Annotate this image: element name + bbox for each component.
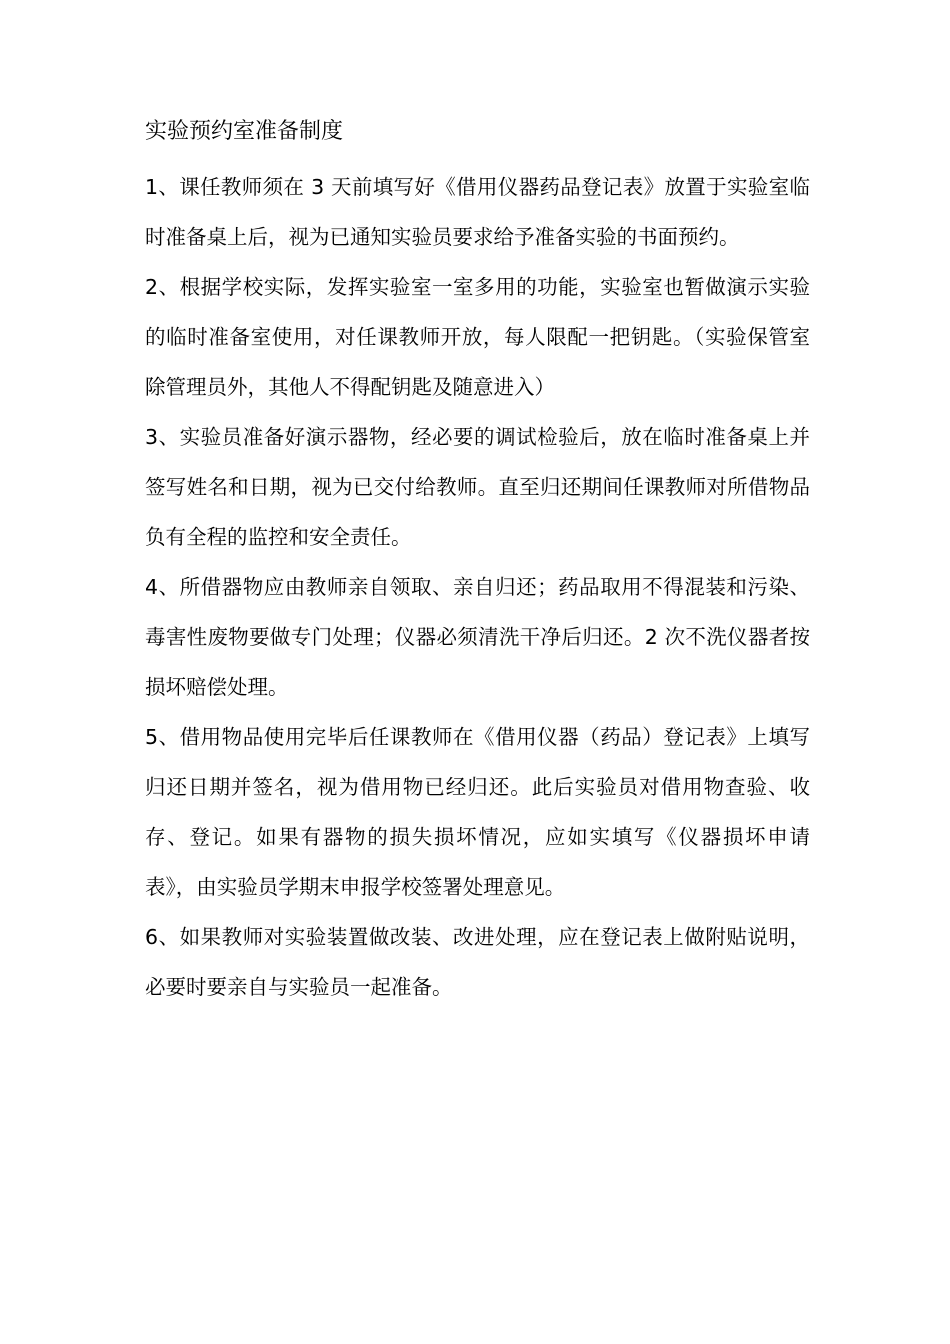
paragraph-2: 2、根据学校实际，发挥实验室一室多用的功能，实验室也暂做演示实验的临时准备室使用，对任课教师开放，每人限配一把钥匙。（实验保管室除管理员外，其他人不得配钥匙及随意进入） — [145, 275, 810, 399]
paragraph-3: 3、实验员准备好演示器物，经必要的调试检验后，放在临时准备桌上并签写姓名和日期，视为已交付给教师。直至归还期间任课教师对所借物品负有全程的监控和安全责任。 — [145, 425, 810, 549]
paragraph-6: 6、如果教师对实验装置做改装、改进处理，应在登记表上做附贴说明，必要时要亲自与实验员一起准备。 — [145, 925, 810, 999]
paragraph-5: 5、借用物品使用完毕后任课教师在《借用仪器（药品）登记表》上填写归还日期并签名，视为借用物已经归还。此后实验员对借用物查验、收存、登记。如果有器物的损失损坏情况，应如实填写《仪器损坏申请表》，由实验员学期末申报学校签署处理意见。 — [145, 725, 810, 899]
paragraph-4: 4、所借器物应由教师亲自领取、亲自归还；药品取用不得混装和污染、毒害性废物要做专门处理；仪器必须清洗干净后归还。2 次不洗仪器者按损坏赔偿处理。 — [145, 575, 810, 699]
document-body — [145, 162, 810, 1012]
paragraph-1: 1、课任教师须在 3 天前填写好《借用仪器药品登记表》放置于实验室临时准备桌上后，视为已通知实验员要求给予准备实验的书面预约。 — [145, 175, 810, 249]
document-title: 实验预约室准备制度 — [145, 119, 344, 144]
